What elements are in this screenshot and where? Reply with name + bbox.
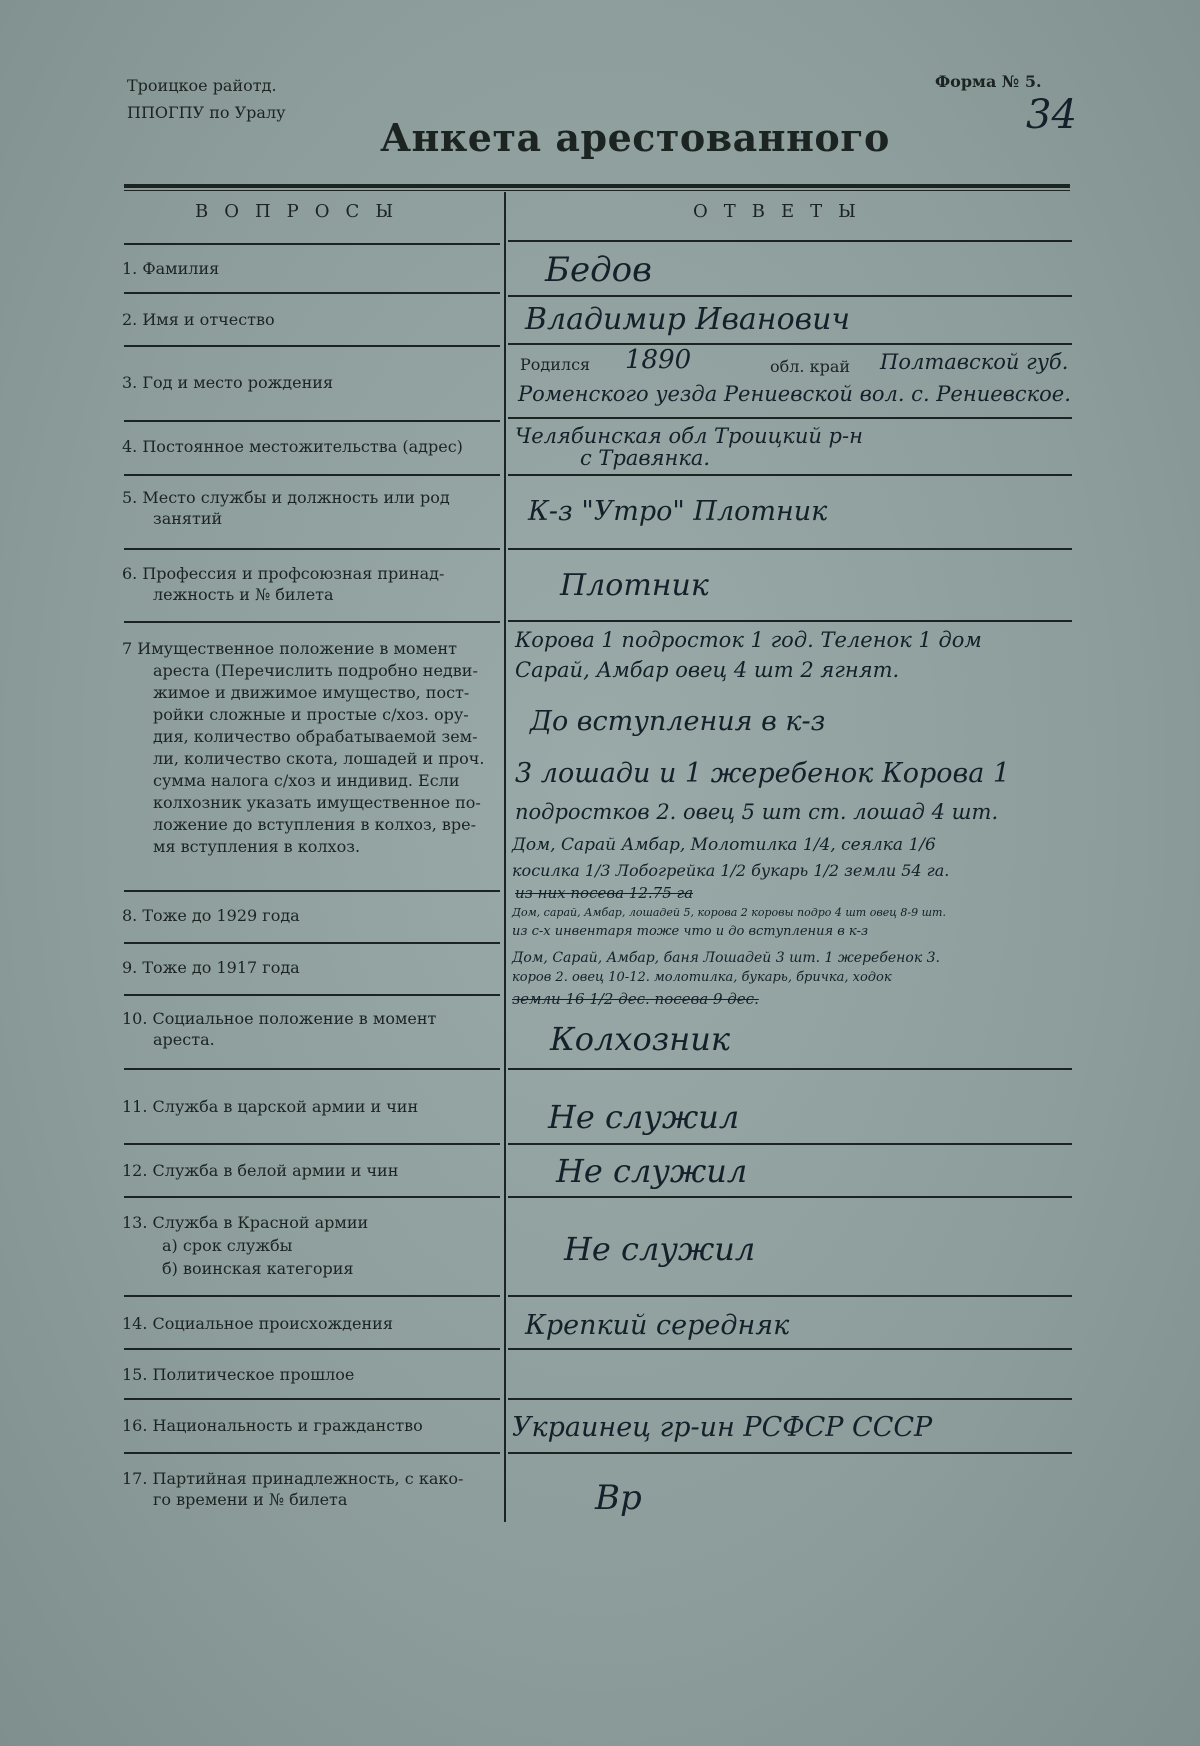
- row-divider: [124, 942, 500, 944]
- organization-line-2: ППОГПУ по Уралу: [127, 103, 286, 122]
- answer-7-line-1: Корова 1 подросток 1 год. Теленок 1 дом: [515, 628, 982, 652]
- question-6-line-2: лежность и № билета: [153, 585, 334, 604]
- question-13-line-2: а) срок службы: [162, 1236, 293, 1255]
- answer-line: [508, 240, 1072, 242]
- answer-line: [508, 620, 1072, 622]
- row-divider: [124, 292, 500, 294]
- column-divider: [504, 192, 506, 1522]
- question-10: [122, 1008, 502, 1050]
- answer-9-line-2: коров 2. овец 10-12. молотилка, букарь, бричка, ходок: [512, 970, 892, 985]
- question-14: 14. Социальное происхождения: [122, 1314, 393, 1333]
- row-divider: [124, 1143, 500, 1145]
- question-7: [122, 638, 502, 858]
- question-7-line-7: сумма налога с/хоз и индивид. Если: [153, 771, 460, 790]
- question-11: 11. Служба в царской армии и чин: [122, 1097, 419, 1116]
- question-7-line-6: ли, количество скота, лошадей и проч.: [153, 749, 485, 768]
- question-10-line-2: ареста.: [153, 1030, 215, 1049]
- answer-line: [508, 1348, 1072, 1350]
- answer-2-name: Владимир Иванович: [525, 302, 851, 337]
- answer-line: [508, 1196, 1072, 1198]
- answer-7-line-6: Дом, Сарай Амбар, Молотилка 1/4, сеялка 1/6: [512, 835, 936, 855]
- answer-1-surname: Бедов: [545, 250, 652, 290]
- question-17-line-1: 17. Партийная принадлежность, с како-: [122, 1469, 464, 1488]
- row-divider: [124, 890, 500, 892]
- answer-line: [508, 1398, 1072, 1400]
- question-2: 2. Имя и отчество: [122, 310, 275, 329]
- row-divider: [124, 243, 500, 245]
- form-number: Форма № 5.: [935, 72, 1042, 91]
- row-divider: [124, 994, 500, 996]
- question-7-line-5: дия, количество обрабатываемой зем-: [153, 727, 478, 746]
- question-16: 16. Национальность и гражданство: [122, 1416, 423, 1435]
- answer-7-line-5: подростков 2. овец 5 шт ст. лошад 4 шт.: [515, 800, 999, 824]
- answer-6-profession: Плотник: [560, 568, 709, 603]
- row-divider: [124, 621, 500, 623]
- answer-11-tsarist-army: Не служил: [548, 1098, 740, 1136]
- row-divider: [124, 1348, 500, 1350]
- answer-3-born-label: Родился: [520, 355, 591, 374]
- row-divider: [124, 345, 500, 347]
- question-7-line-10: мя вступления в колхоз.: [153, 837, 361, 856]
- top-rule-thin: [124, 190, 1070, 191]
- answer-3-province: Полтавской губ.: [880, 350, 1069, 374]
- row-divider: [124, 1196, 500, 1198]
- answer-7-line-7: косилка 1/3 Лобогрейка 1/2 букарь 1/2 земли 54 га.: [512, 861, 950, 880]
- answer-line: [508, 417, 1072, 419]
- row-divider: [124, 474, 500, 476]
- answer-3-birthplace: Роменского уезда Рениевской вол. с. Рениевское.: [518, 382, 1071, 406]
- answer-line: [508, 1452, 1072, 1454]
- question-1: 1. Фамилия: [122, 259, 220, 278]
- question-12: 12. Служба в белой армии и чин: [122, 1161, 399, 1180]
- row-divider: [124, 1398, 500, 1400]
- answer-9-line-3: земли 16 1/2 дес. посева 9 дес.: [512, 990, 759, 1008]
- row-divider: [124, 420, 500, 422]
- question-7-line-1: 7 Имущественное положение в момент: [122, 639, 457, 658]
- question-13-line-1: 13. Служба в Красной армии: [122, 1213, 369, 1232]
- question-17: [122, 1468, 502, 1510]
- row-divider: [124, 1295, 500, 1297]
- answer-14-social-origin: Крепкий середняк: [525, 1310, 790, 1341]
- answer-5-workplace: К-з "Утро" Плотник: [528, 496, 828, 527]
- question-5-line-2: занятий: [153, 509, 223, 528]
- question-7-line-4: ройки сложные и простые с/хоз. ору-: [153, 705, 469, 724]
- question-5: [122, 487, 502, 529]
- answer-7-line-2: Сарай, Амбар овец 4 шт 2 ягнят.: [515, 658, 900, 682]
- answer-9-line-1: Дом, Сарай, Амбар, баня Лошадей 3 шт. 1 жеребенок 3.: [512, 950, 940, 966]
- answer-line: [508, 474, 1072, 476]
- row-divider: [124, 1452, 500, 1454]
- row-divider: [124, 548, 500, 550]
- answer-8-line-1: Дом, сарай, Амбар, лошадей 5, корова 2 коровы подро 4 шт овец 8-9 шт.: [512, 906, 946, 919]
- answer-16-nationality: Украинец гр-ин РСФСР СССР: [512, 1412, 933, 1443]
- answer-8-line-2: из с-х инвентаря тоже что и до вступления в к-з: [512, 924, 869, 939]
- answer-line: [508, 1295, 1072, 1297]
- top-rule-thick: [124, 184, 1070, 188]
- answer-line: [508, 295, 1072, 297]
- question-8: 8. Тоже до 1929 года: [122, 906, 300, 925]
- question-3: 3. Год и место рождения: [122, 373, 334, 392]
- answer-10-social-status: Колхозник: [550, 1020, 730, 1058]
- answer-3-year: 1890: [625, 345, 692, 375]
- answer-line: [508, 1068, 1072, 1070]
- question-6-line-1: 6. Профессия и профсоюзная принад-: [122, 564, 445, 583]
- question-13-line-3: б) воинская категория: [162, 1259, 354, 1278]
- answer-7-line-4: 3 лошади и 1 жеребенок Корова 1: [515, 758, 1011, 789]
- answer-line: [508, 548, 1072, 550]
- row-divider: [124, 1068, 500, 1070]
- question-4: 4. Постоянное местожительства (адрес): [122, 437, 463, 456]
- organization-line-1: Троицкое райотд.: [127, 76, 277, 95]
- question-7-line-9: ложение до вступления в колхоз, вре-: [153, 815, 477, 834]
- question-7-line-2: ареста (Перечислить подробно недви-: [153, 661, 478, 680]
- answer-16-initials: Вр: [595, 1478, 642, 1518]
- answer-13-red-army: Не служил: [564, 1230, 756, 1268]
- answer-7-line-3: До вступления в к-з: [530, 706, 826, 737]
- answer-4-address-line-2: с Травянка.: [580, 446, 711, 470]
- question-10-line-1: 10. Социальное положение в момент: [122, 1009, 437, 1028]
- question-7-line-8: колхозник указать имущественное по-: [153, 793, 481, 812]
- answer-4-address-line-1: Челябинская обл Троицкий р-н: [515, 424, 863, 448]
- question-7-line-3: жимое и движимое имущество, пост-: [153, 683, 470, 702]
- answers-column-header: ОТВЕТЫ: [693, 201, 872, 222]
- question-17-line-2: го времени и № билета: [153, 1490, 348, 1509]
- question-5-line-1: 5. Место службы и должность или род: [122, 488, 450, 507]
- answer-7-line-8: из них посева 12.75 га: [515, 884, 694, 902]
- answer-3-region-label: обл. край: [770, 357, 851, 376]
- question-13: [122, 1211, 502, 1280]
- question-6: [122, 563, 502, 605]
- answer-line: [508, 1143, 1072, 1145]
- answer-line: [508, 343, 1072, 345]
- answer-12-white-army: Не служил: [556, 1152, 748, 1190]
- questions-column-header: ВОПРОСЫ: [195, 201, 410, 222]
- question-15: 15. Политическое прошлое: [122, 1365, 355, 1384]
- page-title: Анкета арестованного: [380, 115, 890, 160]
- page-number: 34: [1026, 92, 1077, 138]
- question-9: 9. Тоже до 1917 года: [122, 958, 300, 977]
